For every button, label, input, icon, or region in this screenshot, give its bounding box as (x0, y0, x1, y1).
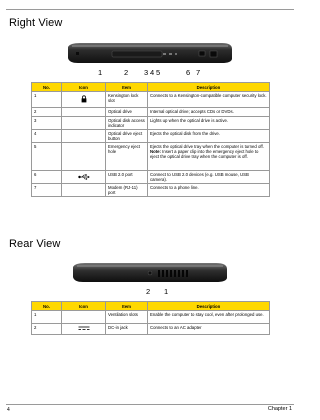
table-row (32, 311, 270, 324)
row-item: Optical drive eject button (106, 130, 148, 143)
row-no: 4 (32, 130, 62, 143)
row-icon (62, 171, 106, 184)
row-icon (62, 324, 106, 335)
rear-view-callouts (70, 287, 230, 297)
callout-label: 1 (98, 68, 103, 77)
rear-view-title: Rear View (9, 238, 61, 250)
footer-rule (6, 404, 294, 405)
header-no: No. (32, 83, 62, 92)
rear-view-photo (70, 261, 230, 290)
header-icon: Icon (62, 83, 106, 92)
note-text: Insert a paper clip into the emergency eject hole to eject the optical drive tray when the computer is off. (150, 149, 259, 159)
right-view-photo (66, 40, 234, 71)
header-description: Description (148, 83, 270, 92)
table-row (32, 108, 270, 117)
table-row (32, 117, 270, 130)
row-no: 2 (32, 108, 62, 117)
row-no: 7 (32, 184, 62, 197)
row-item: Emergency eject hole (106, 143, 148, 171)
kensington-lock-icon (81, 95, 87, 104)
note-label: Note: (150, 149, 161, 154)
table-row (32, 324, 270, 335)
table-row (32, 130, 270, 143)
callout-label: 6 (186, 68, 191, 77)
right-view-callouts (66, 68, 236, 78)
callout-label: 1 (164, 287, 169, 296)
row-description: Enable the computer to stay cool, even after prolonged use. (148, 311, 270, 324)
table-header-row (32, 83, 270, 92)
row-icon (62, 92, 106, 108)
callout-label: 2 (124, 68, 129, 77)
header-icon: Icon (62, 302, 106, 311)
row-description: Connect to USB 2.0 devices (e.g. USB mouse, USB camera). (148, 171, 270, 184)
header-item: Item (106, 83, 148, 92)
right-view-title: Right View (9, 17, 63, 29)
row-no: 5 (32, 143, 62, 171)
table-row (32, 184, 270, 197)
row-no: 1 (32, 311, 62, 324)
row-description: Lights up when the optical drive is active. (148, 117, 270, 130)
row-description (148, 143, 270, 171)
row-item: Kensington lock slot (106, 92, 148, 108)
table-row (32, 92, 270, 108)
usb-icon (78, 174, 90, 181)
row-description: Connects to a Kensington-compatible computer security lock. (148, 92, 270, 108)
table-header-row (32, 302, 270, 311)
table-row (32, 143, 270, 171)
callout-label: 2 (146, 287, 151, 296)
row-description: Connects to an AC adapter (148, 324, 270, 335)
callout-label: 5 (156, 68, 161, 77)
row-description: Internal optical drive; accepts CDs or DVDs. (148, 108, 270, 117)
row-item: Optical disk access indicator (106, 117, 148, 130)
callout-label: 7 (196, 68, 201, 77)
row-icon (62, 130, 106, 143)
row-item: Optical drive (106, 108, 148, 117)
row-icon (62, 108, 106, 117)
row-no: 1 (32, 92, 62, 108)
row-item: USB 2.0 port (106, 171, 148, 184)
right-view-table (31, 82, 270, 197)
row-no: 6 (32, 171, 62, 184)
row-icon (62, 311, 106, 324)
callout-label: 4 (150, 68, 155, 77)
callout-label: 3 (144, 68, 149, 77)
row-description-text: Ejects the optical drive tray when the computer is turned off. (150, 144, 264, 149)
row-icon (62, 184, 106, 197)
table-row (32, 171, 270, 184)
row-no: 2 (32, 324, 62, 335)
header-item: Item (106, 302, 148, 311)
row-item: DC-in jack (106, 324, 148, 335)
row-icon (62, 117, 106, 130)
header-no: No. (32, 302, 62, 311)
row-no: 3 (32, 117, 62, 130)
row-description: Connects to a phone line. (148, 184, 270, 197)
page-number: 4 (7, 407, 10, 413)
chapter-label: Chapter 1 (267, 406, 292, 412)
row-item: Modem (RJ-11) port (106, 184, 148, 197)
dc-in-icon (78, 326, 90, 332)
rear-view-table (31, 301, 270, 335)
header-rule (6, 9, 294, 10)
row-description: Ejects the optical disk from the drive. (148, 130, 270, 143)
row-icon (62, 143, 106, 171)
row-item: Ventilation slots (106, 311, 148, 324)
header-description: Description (148, 302, 270, 311)
